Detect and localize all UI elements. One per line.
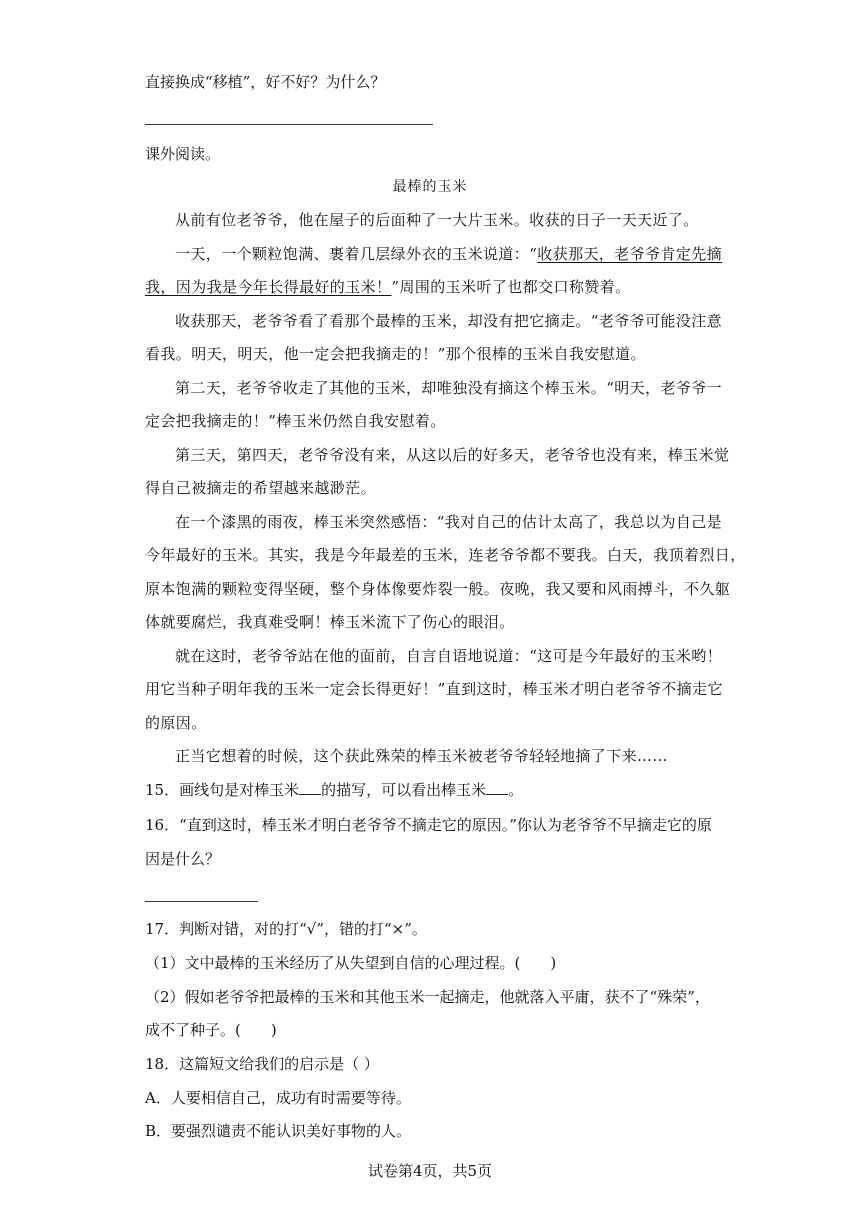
question-16-line-1: 16．“直到这时，棒玉米才明白老爷爷不摘走它的原因。”你认为老爷爷不早摘走它的原 (145, 816, 712, 834)
q15-text-b: 的描写，可以看出棒玉米 (321, 781, 487, 799)
question-17-stem: 17．判断对错，对的打“√”，错的打“×”。 (145, 920, 427, 938)
question-17-item-2-line-2 (145, 1020, 277, 1040)
q14-answer-line (145, 124, 433, 125)
story-paragraph-3-line-1: 收获那天，老爷爷看了看那个最棒的玉米，却没有把它摘走。“老爷爷可能没注意 (175, 312, 723, 330)
story-paragraph-4-line-2: 定会把我摘走的！”棒玉米仍然自我安慰着。 (145, 412, 446, 430)
story-paragraph-5-line-1: 第三天，第四天，老爷爷没有来，从这以后的好多天，老爷爷也没有来，棒玉米觉 (175, 446, 730, 464)
story-paragraph-6-line-2: 今年最好的玉米。其实，我是今年最差的玉米，连老爷爷都不要我。白天，我顶着烈日， (145, 546, 746, 564)
story-paragraph-1: 从前有位老爷爷，他在屋子的后面种了一大片玉米。收获的日子一天天近了。 (175, 211, 699, 229)
story-paragraph-5-line-2: 得自己被摘走的希望越来越渺茫。 (145, 479, 377, 497)
question-18-option-b[interactable]: B．要强烈谴责不能认识美好事物的人。 (145, 1122, 412, 1140)
p2-tail: ”周围的玉米听了也都交口称赞着。 (391, 278, 631, 296)
question-18-option-a[interactable]: A．人要相信自己，成功有时需要等待。 (145, 1089, 411, 1107)
story-paragraph-2-line-2 (145, 277, 630, 297)
story-paragraph-6-line-1: 在一个漆黑的雨夜，棒玉米突然感悟：“我对自己的估计太高了，我总以为自己是 (175, 513, 723, 531)
q14-tail-text: 直接换成“移植”，好不好？为什么？ (145, 73, 386, 91)
question-17-item-2-line-1: （2）假如老爷爷把最棒的玉米和其他玉米一起摘走，他就落入平庸，获不了“殊荣”， (145, 988, 710, 1006)
q15-text-a: 15．画线句是对棒玉米 (145, 781, 300, 799)
q15-blank-2[interactable] (486, 780, 508, 795)
story-paragraph-4-line-1: 第二天，老爷爷收走了其他的玉米，却唯独没有摘这个棒玉米。“明天，老爷爷一 (175, 379, 723, 397)
q15-text-c: 。 (508, 781, 524, 799)
story-paragraph-7-line-1: 就在这时，老爷爷站在他的面前，自言自语地说道：“这可是今年最好的玉米哟！ (175, 647, 723, 665)
story-paragraph-3-line-2: 看我。明天，明天，他一定会把我摘走的！”那个很棒的玉米自我安慰道。 (145, 345, 646, 363)
q15-blank-1[interactable] (299, 780, 321, 795)
question-17-item-1 (145, 953, 556, 973)
story-paragraph-7-line-3: 的原因。 (145, 714, 207, 732)
underlined-sentence-part-1: 收获那天，老爷爷肯定先摘 (537, 245, 723, 263)
story-title: 最棒的玉米 (392, 179, 468, 195)
story-paragraph-8: 正当它想着的时候，这个获此殊荣的棒玉米被老爷爷轻轻地摘了下来…… (175, 747, 668, 765)
story-paragraph-6-line-4: 体就要腐烂，我真难受啊！棒玉米流下了伤心的眼泪。 (145, 613, 515, 631)
q17-item-2-text: 成不了种子。( (145, 1021, 241, 1039)
section-label: 课外阅读。 (145, 145, 221, 163)
underlined-sentence-part-2: 我，因为我是今年长得最好的玉米！ (145, 278, 392, 296)
question-16-line-2: 因是什么？ (145, 850, 221, 868)
q17-item-1-text: （1）文中最棒的玉米经历了从失望到自信的心理过程。( (145, 954, 521, 972)
story-paragraph-7-line-2: 用它当种子明年我的玉米一定会长得更好！”直到这时，棒玉米才明白老爷爷不摘走它 (145, 680, 723, 698)
page-footer: 试卷第4页，共5页 (367, 1162, 493, 1180)
question-15 (145, 780, 523, 800)
question-18-stem: 18．这篇短文给我们的启示是（ ） (145, 1055, 379, 1073)
story-paragraph-6-line-3: 原本饱满的颗粒变得坚硬，整个身体像要炸裂一般。夜晚，我又要和风雨搏斗，不久躯 (145, 580, 731, 598)
q16-answer-line (145, 901, 258, 902)
q17-item-1-close: ) (550, 954, 557, 972)
q17-item-2-close: ) (270, 1021, 277, 1039)
story-paragraph-2-line-1 (175, 244, 722, 264)
p2-lead: 一天，一个颗粒饱满、裹着几层绿外衣的玉米说道：“ (175, 245, 538, 263)
